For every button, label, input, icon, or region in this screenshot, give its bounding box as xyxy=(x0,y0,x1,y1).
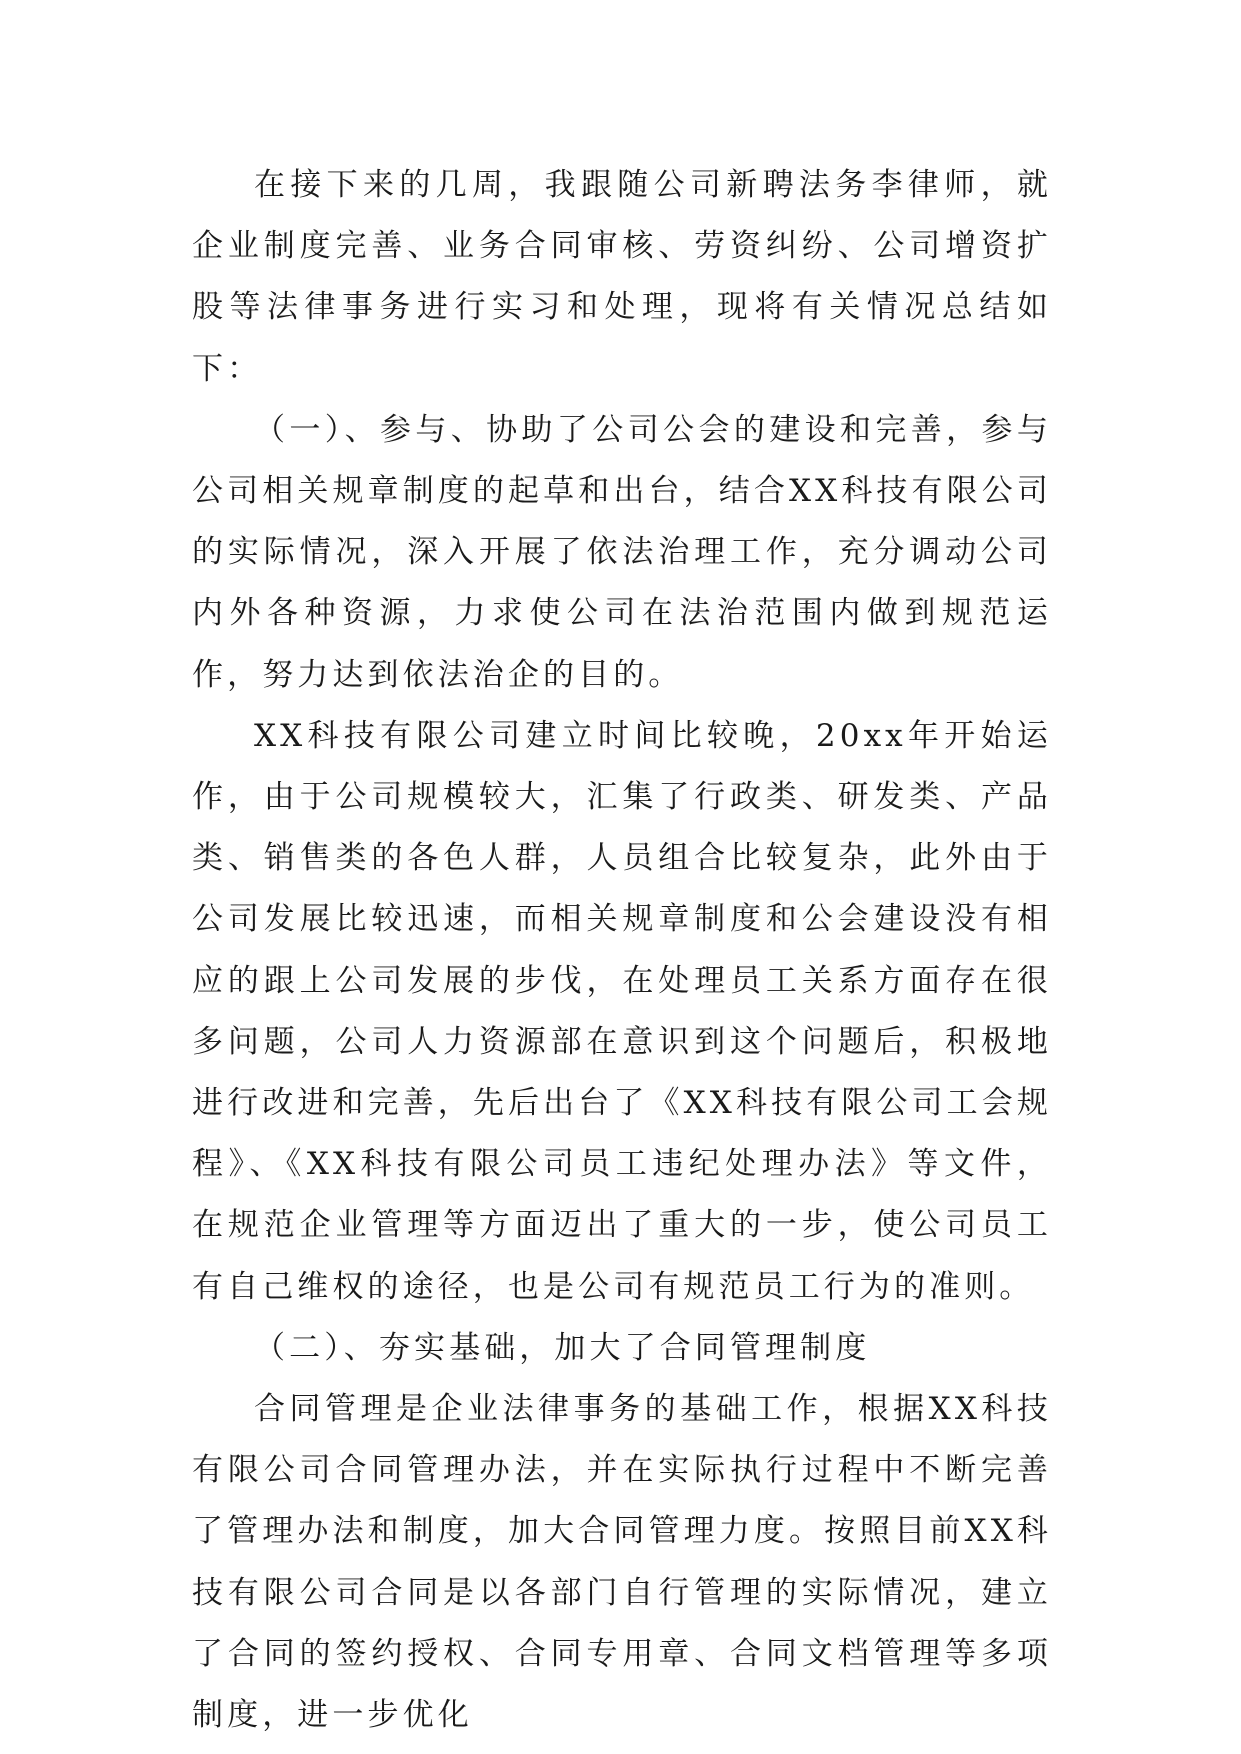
document-body xyxy=(192,155,1052,1746)
section-heading-2: （二）、夯实基础，加大了合同管理制度 xyxy=(254,1329,871,1366)
paragraph-contract-management: 合同管理是企业法律事务的基础工作，根据XX科技有限公司合同管理办法，并在实际执行过程中不断完善了管理办法和制度，加大合同管理力度。按照目前XX科技有限公司合同是以各部门自行管理的实际情况，建立了合同的签约授权、合同专用章、合同文档管理等多项制度，进一步优化 xyxy=(192,1391,1052,1734)
paragraph-intro: 在接下来的几周，我跟随公司新聘法务李律师，就企业制度完善、业务合同审核、劳资纠纷、公司增资扩股等法律事务进行实习和处理，现将有关情况总结如下： xyxy=(192,167,1052,387)
section-heading-1: （一）、参与、协助了公司公会的建设和完善，参与公司相关规章制度的起草和出台，结合XX科技有限公司的实际情况，深入开展了依法治理工作，充分调动公司内外各种资源，力求使公司在法治范围内做到规范运作，努力达到依法治企的目的。 xyxy=(192,411,1052,693)
paragraph-company-background: XX科技有限公司建立时间比较晚，20xx年开始运作，由于公司规模较大，汇集了行政类、研发类、产品类、销售类的各色人群，人员组合比较复杂，此外由于公司发展比较迅速，而相关规章制度和公会建设没有相应的跟上公司发展的步伐，在处理员工关系方面存在很多问题，公司人力资源部在意识到这个问题后，积极地进行改进和完善，先后出台了《XX科技有限公司工会规程》、《XX科技有限公司员工违纪处理办法》等文件，在规范企业管理等方面迈出了重大的一步，使公司员工有自己维权的途径，也是公司有规范员工行为的准则。 xyxy=(192,717,1052,1305)
